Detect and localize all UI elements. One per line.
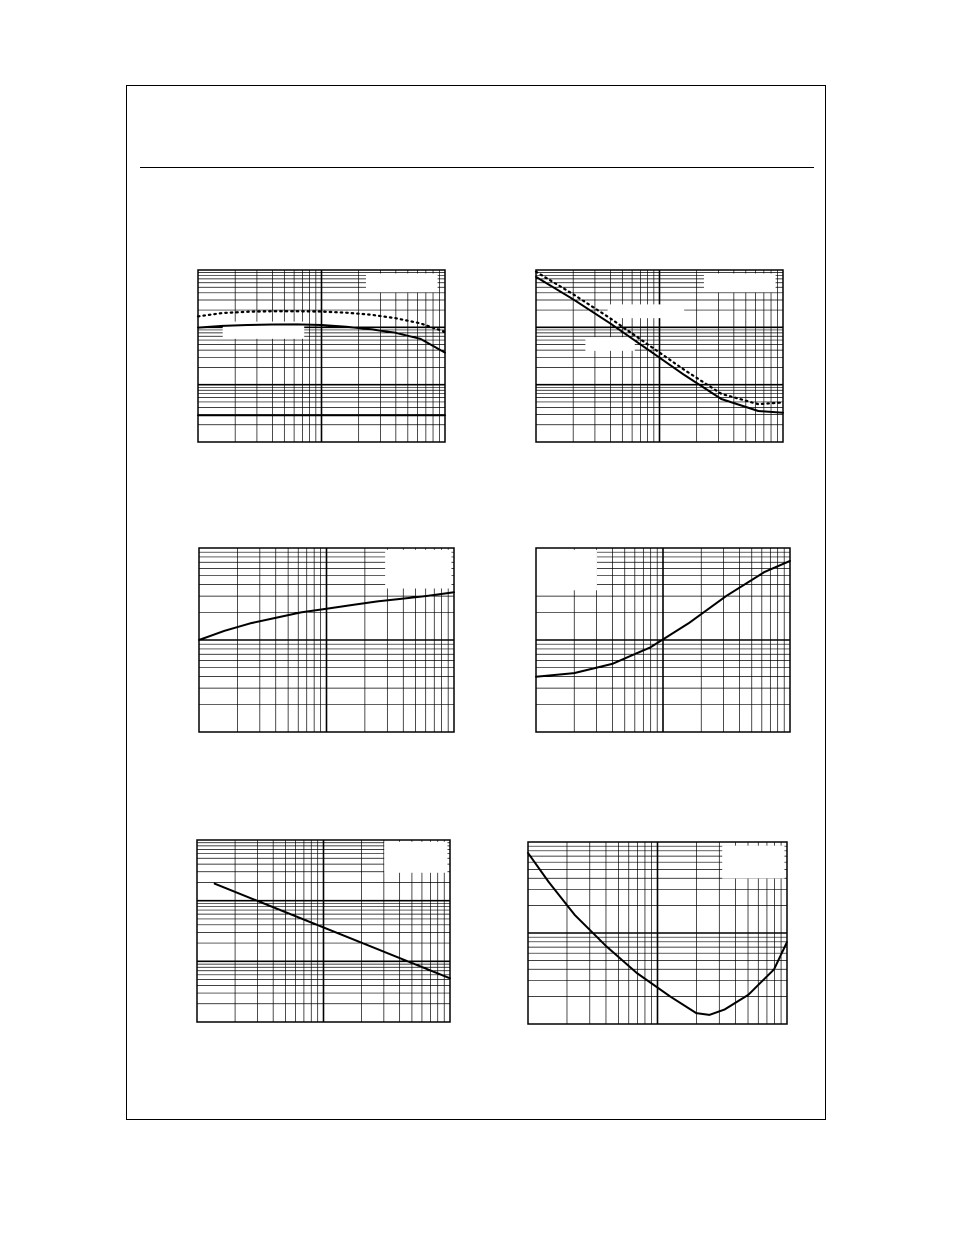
label-box: [722, 846, 784, 879]
label-box: [536, 550, 597, 590]
chart-3: [199, 548, 454, 732]
label-box: [585, 337, 634, 351]
chart-1: [198, 270, 445, 442]
label-box: [704, 273, 776, 292]
header-rule: [140, 167, 814, 168]
chart-4: [536, 548, 790, 732]
chart-5: [197, 840, 450, 1022]
label-box: [608, 304, 685, 318]
label-box: [385, 550, 451, 589]
chart-6: [528, 842, 787, 1024]
label-box: [366, 273, 438, 292]
label-box: [384, 842, 447, 873]
chart-2: [536, 270, 783, 442]
